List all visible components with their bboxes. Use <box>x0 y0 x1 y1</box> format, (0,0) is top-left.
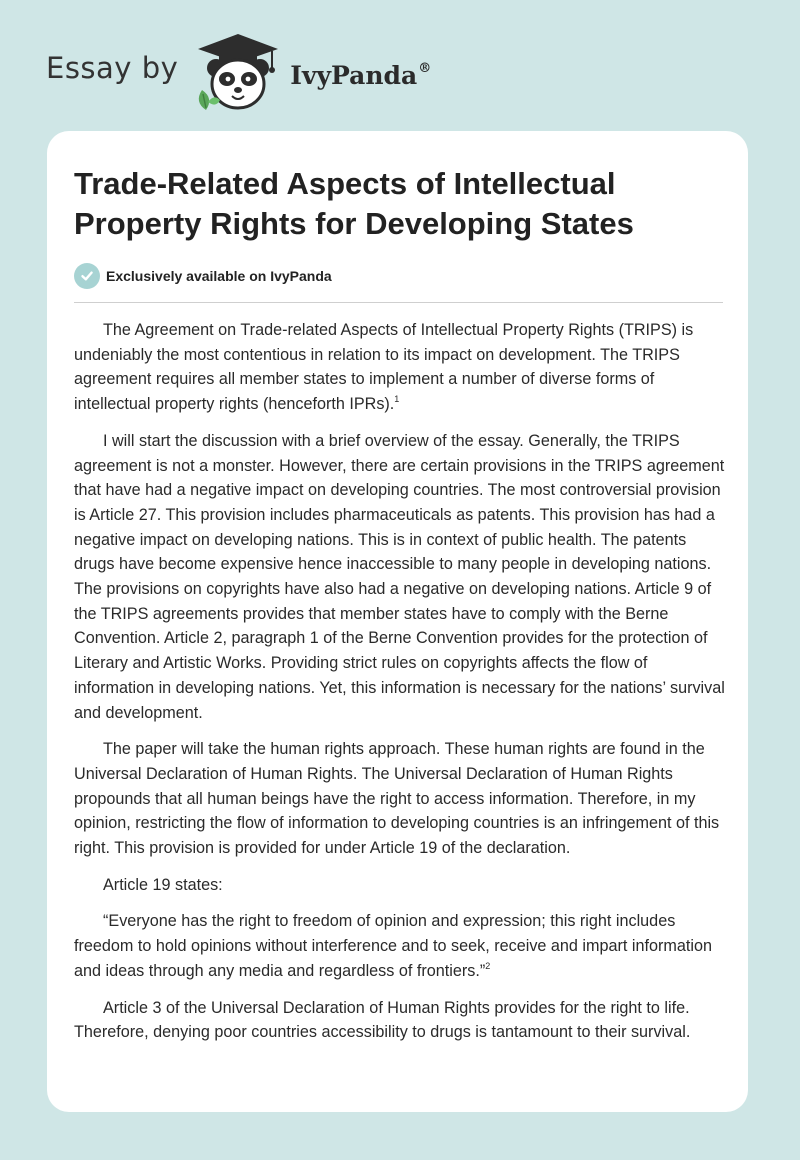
paragraph: The paper will take the human rights approach. These human rights are found in the Universal Declaration of Human Rights. The Universal Declaration of Human Rights propounds that all human beings have the right to access information. Therefore, in my opinion, restricting the flow of information to developing countries is an infringement of this right. This provision is provided for under Article 19 of the declaration. <box>74 740 720 858</box>
essay-by-label: Essay by <box>46 51 179 85</box>
brand-name[interactable]: IvyPanda® <box>290 60 432 90</box>
essay-body <box>74 318 726 1057</box>
site-header <box>46 28 431 118</box>
footnote-ref[interactable]: 2 <box>485 960 491 971</box>
panda-logo-icon[interactable] <box>192 32 284 114</box>
essay-card <box>47 131 748 1112</box>
check-icon <box>74 263 100 289</box>
exclusive-label: Exclusively available on IvyPanda <box>106 268 332 284</box>
footnote-ref[interactable]: 1 <box>394 394 400 405</box>
paragraph: The Agreement on Trade-related Aspects of Intellectual Property Rights (TRIPS) is undeniably the most contentious in relation to its impact on development. The TRIPS agreement requires all member states to implement a number of diverse forms of intellectual property rights (henceforth IPRs).$^1$ <box>74 321 694 414</box>
exclusive-badge <box>74 263 332 289</box>
page-title: Trade-Related Aspects of Intellectual Property Rights for Developing States <box>74 166 634 241</box>
divider <box>74 302 723 303</box>
paragraph: “Everyone has the right to freedom of opinion and expression; this right includes freedom to hold opinions without interference and to seek, receive and impart information and ideas through any media and regardless of frontiers.”$^2$ <box>74 912 712 980</box>
paragraph: Article 19 states: <box>103 875 223 894</box>
paragraph: Article 3 of the Universal Declaration of Human Rights provides for the right to life. Therefore, denying poor countries accessibility to drugs is tantamount to their survival. <box>74 998 691 1042</box>
paragraph: I will start the discussion with a brief overview of the essay. Generally, the TRIPS agreement is not a monster. However, there are certain provisions in the TRIPS agreement that have had a negative impact on developing countries. The most controversial provision is Article 27. This provision includes pharmaceuticals as patents. This provision has had a negative impact on developing nations. This is in context of public health. The patents drugs have become expensive hence inaccessible to many people in developing nations. The provisions on copyrights have also had a negative on developing nations. Article 9 of the TRIPS agreements provides that member states have to comply with the Berne Convention. Article 2, paragraph 1 of the Berne Convention provides for the protection of Literary and Artistic Works. Providing strict rules on copyrights affects the flow of information in developing nations. Yet, this information is necessary for the nations’ survival and development. <box>74 431 725 722</box>
registered-mark: ® <box>418 60 432 76</box>
